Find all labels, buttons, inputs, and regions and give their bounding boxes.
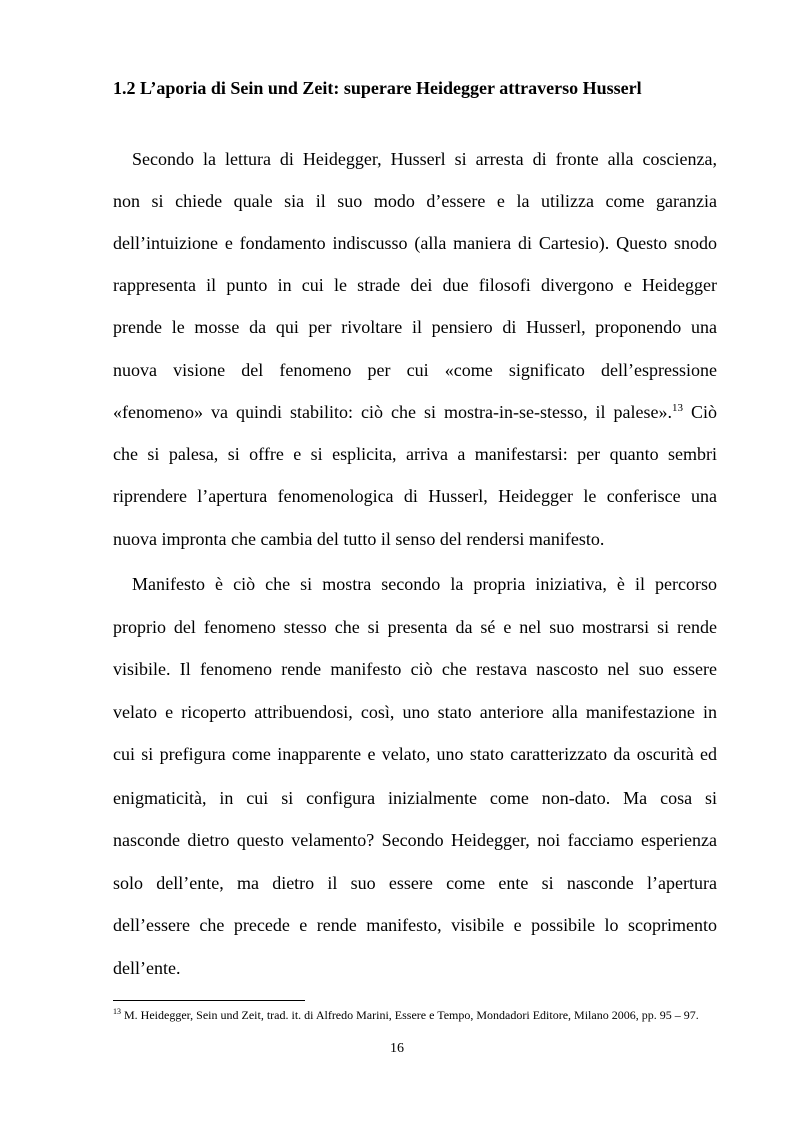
text-line: prende le mosse da qui per rivoltare il pensiero di Husserl, proponendo una bbox=[113, 317, 717, 337]
text-line: dell’essere che precede e rende manifesto, visibile e possibile lo scoprimento bbox=[113, 915, 717, 935]
text-line: cui si prefigura come inapparente e velato, uno stato caratterizzato da oscurità ed bbox=[113, 744, 717, 764]
footnote-marker: 13 bbox=[113, 1007, 121, 1016]
text-line: nasconde dietro questo velamento? Secondo Heidegger, noi facciamo esperienza bbox=[113, 830, 717, 850]
text-line: Secondo la lettura di Heidegger, Husserl si arresta di fronte alla coscienza, bbox=[132, 149, 717, 169]
footnote-reference[interactable]: 13 bbox=[671, 402, 683, 414]
text-line: solo dell’ente, ma dietro il suo essere come ente si nasconde l’apertura bbox=[113, 873, 717, 893]
text-line: nuova visione del fenomeno per cui «come significato dell’espressione bbox=[113, 360, 717, 380]
page-number: 16 bbox=[390, 1041, 404, 1056]
text-line-with-footnote bbox=[113, 400, 717, 424]
footnote-separator bbox=[113, 1000, 305, 1001]
text-line: enigmaticità, in cui si configura inizialmente come non-dato. Ma cosa si bbox=[113, 788, 717, 808]
text-line: proprio del fenomeno stesso che si presenta da sé e nel suo mostrarsi si rende bbox=[113, 617, 717, 637]
text-line: rappresenta il punto in cui le strade dei due filosofi divergono e Heidegger bbox=[113, 275, 717, 295]
text-line: dell’intuizione e fondamento indiscusso (alla maniera di Cartesio). Questo snodo bbox=[113, 233, 717, 253]
text-segment: «fenomeno» va quindi stabilito: ciò che si mostra-in-se-stesso, il palese». bbox=[113, 402, 672, 422]
footnote bbox=[113, 1006, 717, 1024]
text-line: non si chiede quale sia il suo modo d’essere e la utilizza come garanzia bbox=[113, 191, 717, 211]
footnote-text: M. Heidegger, Sein und Zeit, trad. it. di Alfredo Marini, Essere e Tempo, Mondadori Editore, Milano 2006, pp. 95 – 97. bbox=[121, 1008, 699, 1022]
text-line: che si palesa, si offre e si esplicita, arriva a manifestarsi: per quanto sembri bbox=[113, 444, 717, 464]
text-segment: Ciò bbox=[682, 402, 718, 422]
text-line: velato e ricoperto attribuendosi, così, uno stato anteriore alla manifestazione in bbox=[113, 702, 717, 722]
text-line: nuova impronta che cambia del tutto il senso del rendersi manifesto. bbox=[113, 529, 605, 549]
section-heading: 1.2 L’aporia di Sein und Zeit: superare Heidegger attraverso Husserl bbox=[113, 78, 642, 98]
text-line: dell’ente. bbox=[113, 958, 181, 978]
text-line: Manifesto è ciò che si mostra secondo la propria iniziativa, è il percorso bbox=[132, 574, 717, 594]
text-line: visibile. Il fenomeno rende manifesto ciò che restava nascosto nel suo essere bbox=[113, 659, 717, 679]
text-line: riprendere l’apertura fenomenologica di Husserl, Heidegger le conferisce una bbox=[113, 486, 717, 506]
